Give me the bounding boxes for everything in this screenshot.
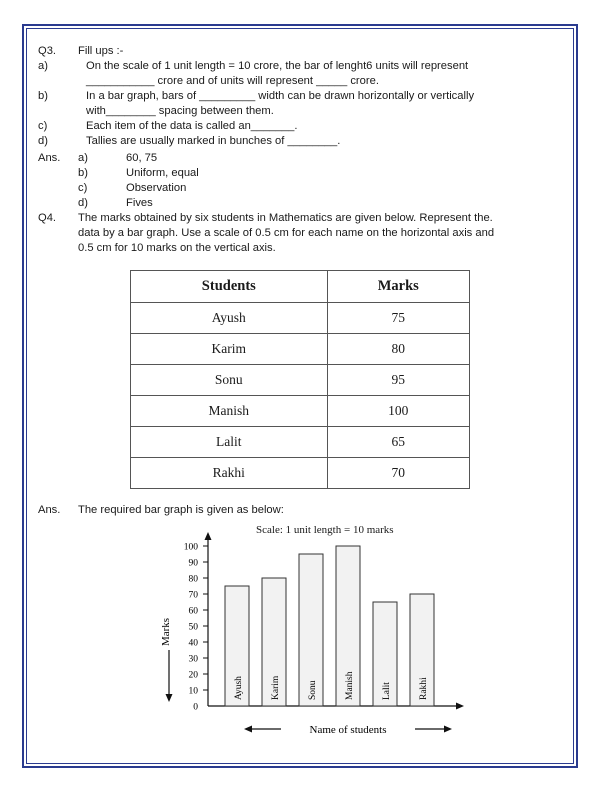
bar-label: Sonu	[308, 680, 318, 700]
column-header-students: Students	[131, 271, 328, 303]
answer-4-label: Ans.	[38, 504, 61, 516]
question-4-block	[38, 211, 562, 256]
y-tick-label: 50	[188, 622, 198, 633]
x-left-arrow-icon	[244, 726, 252, 733]
answer-3-item-b	[78, 166, 562, 181]
marks-table	[130, 270, 470, 489]
y-tick-label: 80	[188, 574, 198, 585]
question-4-line: The marks obtained by six students in Mathematics are given below. Represent the.	[78, 212, 493, 224]
x-right-arrow-icon	[444, 726, 452, 733]
cell-student-name: Manish	[131, 396, 328, 427]
question-3-item-b	[38, 89, 562, 119]
table-row	[131, 427, 470, 458]
answer-3-block	[38, 151, 562, 211]
question-3-title: Fill ups :-	[78, 45, 124, 57]
item-marker: b)	[38, 90, 48, 102]
item-marker: d)	[78, 197, 88, 209]
question-3-label: Q3.	[38, 45, 57, 57]
question-3-heading	[38, 44, 562, 59]
question-4-line: data by a bar graph. Use a scale of 0.5 cm for each name on the horizontal axis and	[78, 227, 495, 239]
y-axis-title-group	[160, 618, 173, 702]
x-axis-title-group	[244, 724, 452, 736]
page-content	[38, 44, 562, 750]
answer-3-label: Ans.	[38, 152, 61, 164]
bar-chart-svg	[38, 524, 562, 752]
question-4-line: 0.5 cm for 10 marks on the vertical axis.	[78, 242, 276, 254]
item-line: In a bar graph, bars of _________ width can be drawn horizontally or vertically	[86, 90, 475, 102]
bar-label: Manish	[345, 671, 355, 700]
answer-3-item-c	[78, 181, 562, 196]
cell-student-name: Lalit	[131, 427, 328, 458]
item-line: Observation	[126, 182, 187, 194]
item-line: ___________ crore and of units will represent _____ crore.	[86, 75, 379, 87]
answer-3-item-d	[78, 196, 562, 211]
column-header-marks: Marks	[327, 271, 469, 303]
answer-3-item-a	[38, 151, 562, 211]
item-marker: c)	[78, 182, 88, 194]
y-tick-group	[184, 543, 208, 713]
table-header-row	[131, 271, 470, 303]
table-row	[131, 303, 470, 334]
y-tick-label: 90	[188, 558, 198, 569]
marks-table-wrapper	[38, 270, 562, 489]
question-3-block	[38, 44, 562, 149]
item-marker: a)	[38, 60, 48, 72]
answer-4-block	[38, 503, 562, 518]
bar-chart	[38, 524, 562, 752]
item-marker: a)	[78, 152, 88, 164]
bar-label: Ayush	[234, 676, 244, 700]
y-tick-label: 70	[188, 590, 198, 601]
cell-student-name: Karim	[131, 334, 328, 365]
y-tick-label: 40	[188, 638, 198, 649]
table-row	[131, 334, 470, 365]
table-row	[131, 458, 470, 489]
cell-student-marks: 80	[327, 334, 469, 365]
cell-student-name: Ayush	[131, 303, 328, 334]
question-3-item-c	[38, 119, 562, 134]
question-4-label: Q4.	[38, 212, 57, 224]
y-tick-label: 20	[188, 670, 198, 681]
cell-student-marks: 70	[327, 458, 469, 489]
y-tick-label: 60	[188, 606, 198, 617]
y-tick-label: 30	[188, 654, 198, 665]
item-line: Tallies are usually marked in bunches of ________.	[86, 135, 341, 147]
y-axis-label: Marks	[160, 617, 172, 647]
cell-student-name: Rakhi	[131, 458, 328, 489]
table-row	[131, 396, 470, 427]
answer-4-text: The required bar graph is given as below:	[78, 504, 284, 516]
y-axis-arrow-icon	[205, 532, 212, 540]
cell-student-name: Sonu	[131, 365, 328, 396]
cell-student-marks: 100	[327, 396, 469, 427]
chart-title: Scale: 1 unit length = 10 marks	[256, 524, 394, 536]
x-axis-arrow-icon	[456, 703, 464, 710]
bar-label: Lalit	[382, 682, 392, 700]
item-marker: c)	[38, 120, 48, 132]
bar-label: Rakhi	[419, 677, 429, 700]
y-tick-label: 0	[193, 702, 198, 713]
question-3-item-a	[38, 59, 562, 89]
item-line: with________ spacing between them.	[86, 105, 274, 117]
cell-student-marks: 65	[327, 427, 469, 458]
bar-label: Karim	[271, 675, 281, 700]
bars-group	[225, 546, 434, 706]
y-tick-label: 100	[183, 542, 198, 553]
y-axis-title-arrow-icon	[166, 694, 173, 702]
item-line: Fives	[126, 197, 153, 209]
question-3-item-d	[38, 134, 562, 149]
cell-student-marks: 95	[327, 365, 469, 396]
item-line: On the scale of 1 unit length = 10 crore, the bar of lenght6 units will represent	[86, 60, 469, 72]
item-line: Each item of the data is called an_______.	[86, 120, 298, 132]
item-marker: d)	[38, 135, 48, 147]
cell-student-marks: 75	[327, 303, 469, 334]
y-tick-label: 10	[188, 686, 198, 697]
item-marker: b)	[78, 167, 88, 179]
item-line: 60, 75	[126, 152, 158, 164]
table-row	[131, 365, 470, 396]
item-line: Uniform, equal	[126, 167, 199, 179]
x-axis-label: Name of students	[309, 724, 387, 736]
